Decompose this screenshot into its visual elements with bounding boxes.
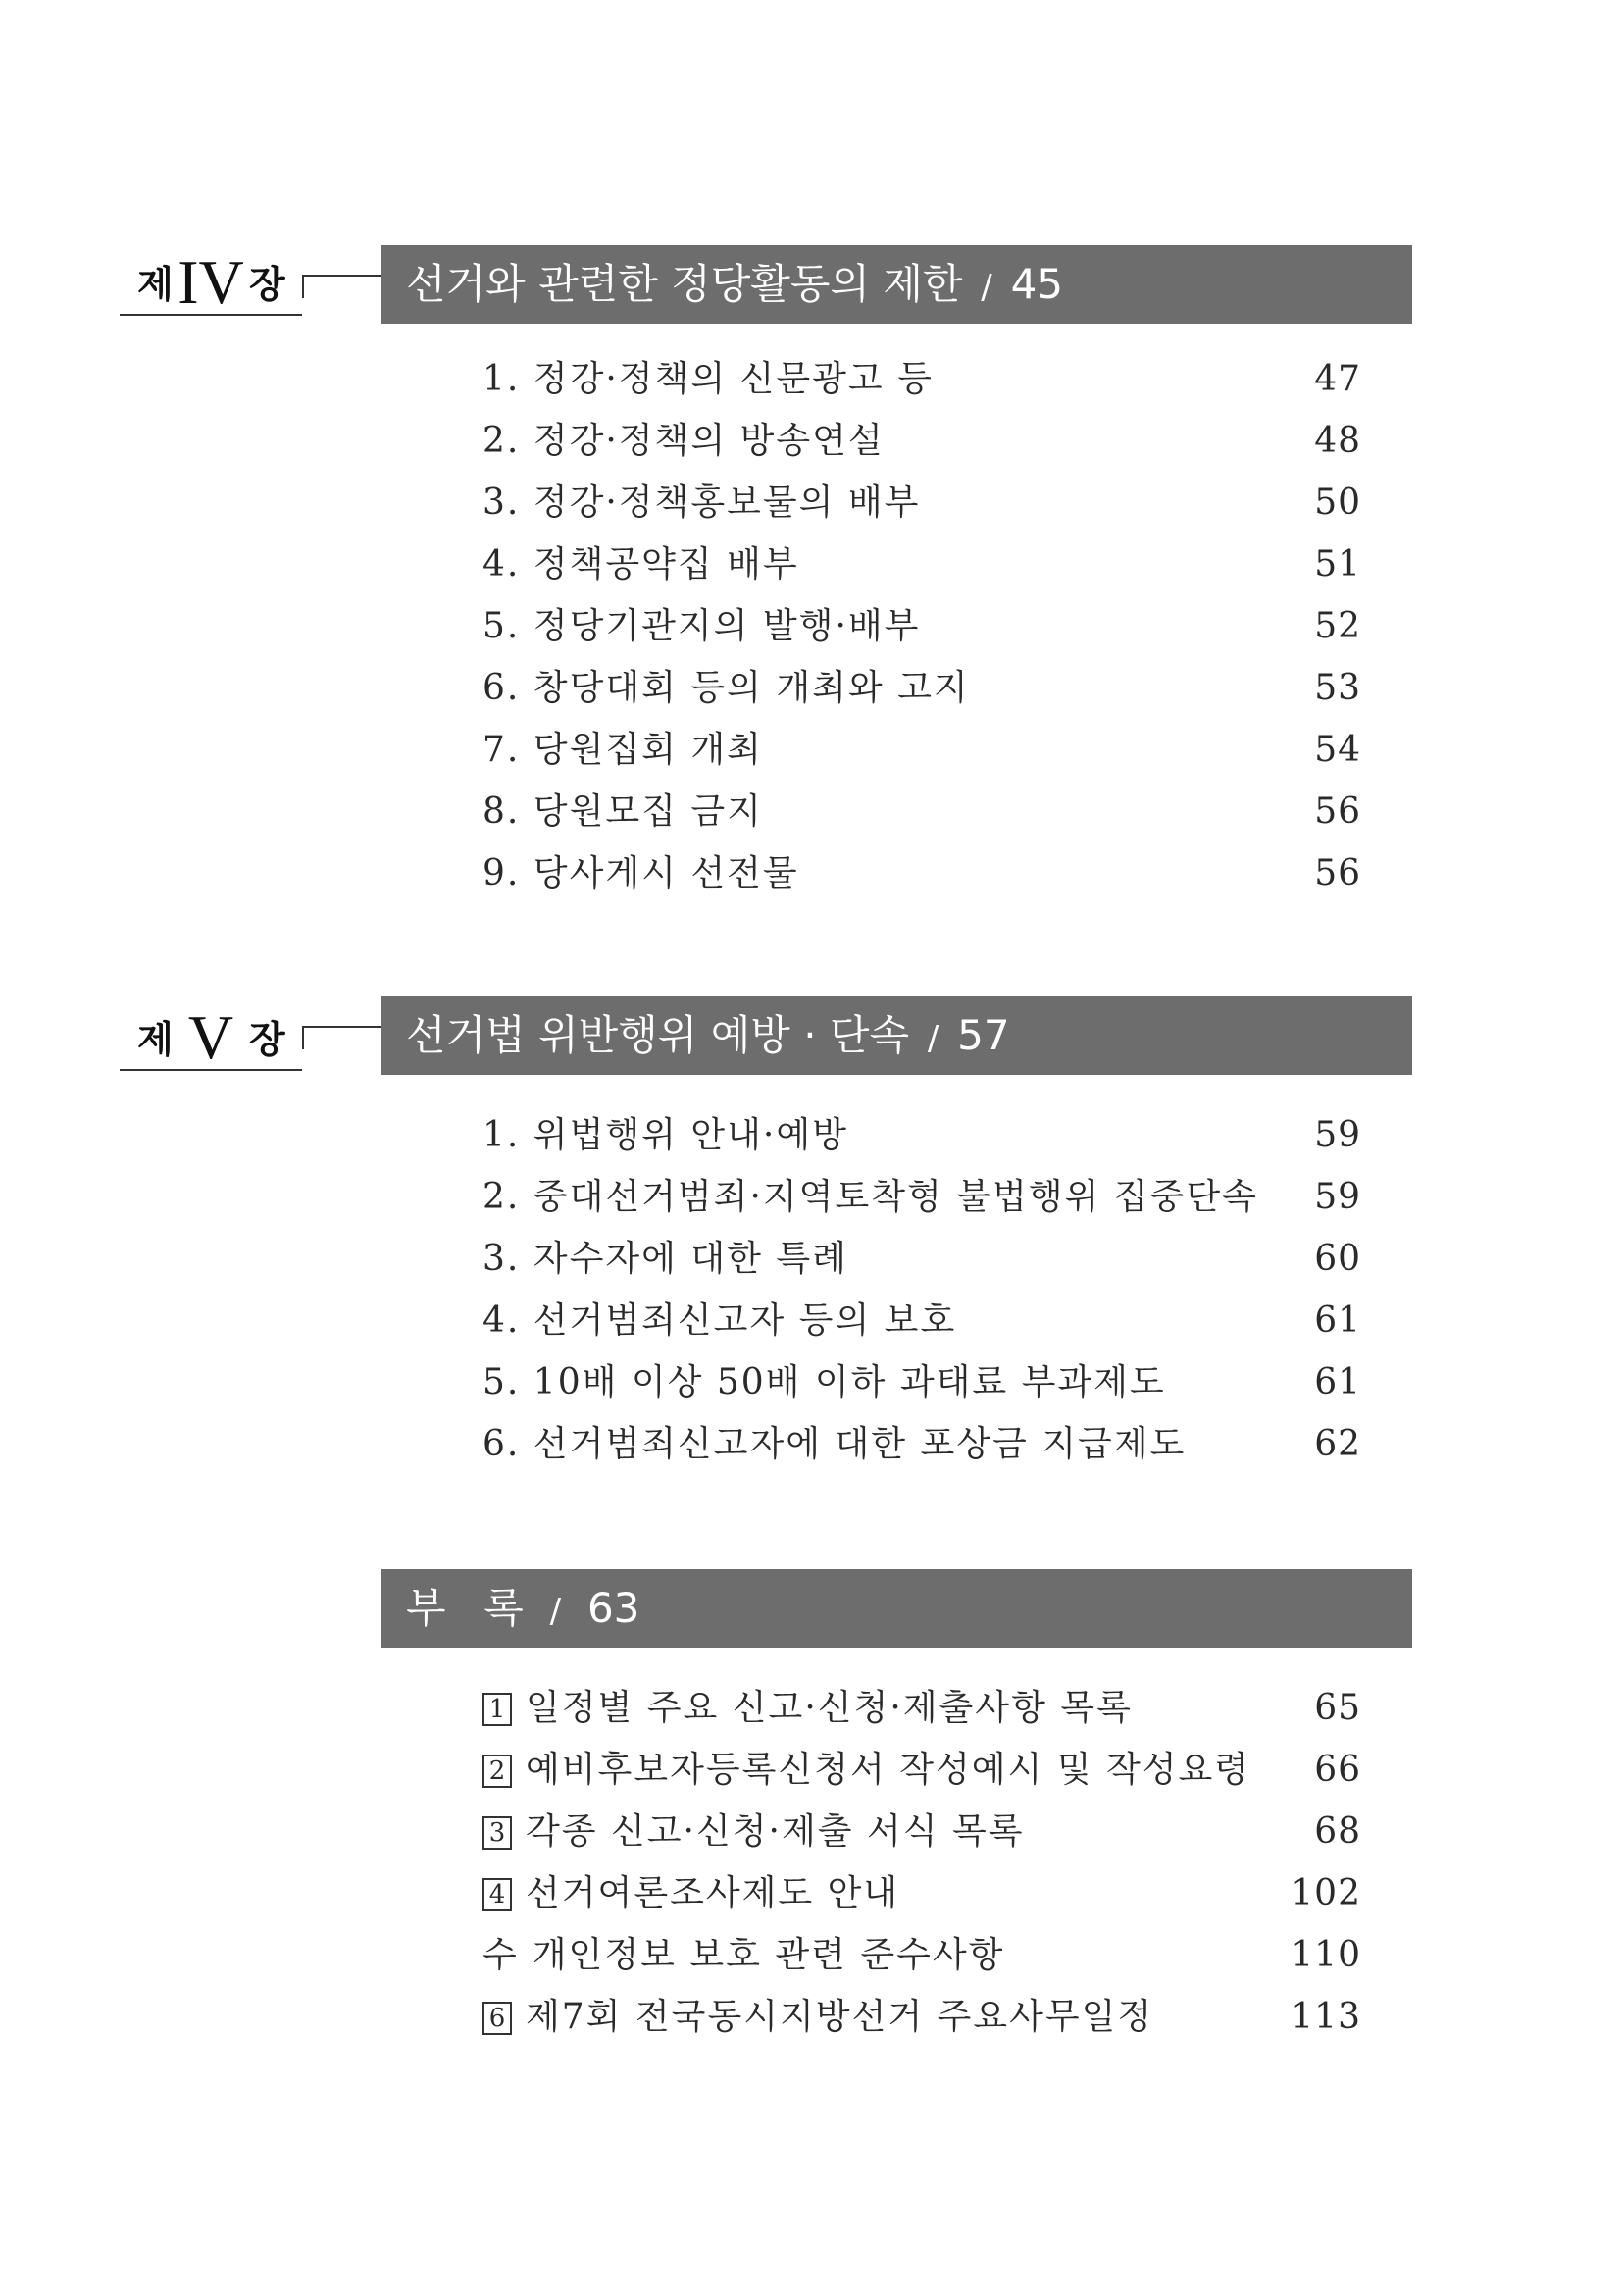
toc-item[interactable]: 3 각종 신고·신청·제출 서식 목록 68 <box>482 1801 1361 1862</box>
toc-item[interactable]: 4 선거여론조사제도 안내 102 <box>482 1862 1361 1924</box>
appendix-header[interactable]: 부 록 / 63 <box>381 1569 1412 1648</box>
chapter-title: 선거와 관련한 정당활동의 제한 <box>406 260 963 308</box>
chapter-4-header[interactable]: 선거와 관련한 정당활동의 제한 / 45 <box>381 245 1412 324</box>
chapter-5-label <box>120 1002 302 1072</box>
toc-item[interactable]: 6. 창당대회 등의 개최와 고지 53 <box>482 668 1361 708</box>
toc-item[interactable]: 4. 선거범죄신고자 등의 보호 61 <box>482 1300 1361 1341</box>
chapter-suffix: 장 <box>249 1017 285 1061</box>
item-number-box: 3 <box>482 1816 512 1850</box>
item-number-box: 1 <box>482 1693 512 1726</box>
appendix-title: 부 록 <box>406 1584 528 1632</box>
item-number-box: 6 <box>482 2002 512 2035</box>
item-marker: 수 <box>482 1935 519 1975</box>
chapter-4-items <box>482 348 1361 904</box>
toc-item[interactable]: 2. 중대선거범죄·지역토착형 불법행위 집중단속 59 <box>482 1177 1361 1217</box>
chapter-4-label <box>120 247 302 317</box>
toc-item[interactable]: 1. 위법행위 안내·예방 59 <box>482 1115 1361 1155</box>
chapter-suffix: 장 <box>249 262 285 306</box>
toc-item[interactable]: 4. 정책공약집 배부 51 <box>482 544 1361 585</box>
toc-item[interactable]: 6. 선거범죄신고자에 대한 포상금 지급제도 62 <box>482 1424 1361 1464</box>
chapter-page: 45 <box>1010 260 1064 308</box>
chapter-prefix: 제 <box>137 262 174 306</box>
toc-item[interactable]: 5. 정당기관지의 발행·배부 52 <box>482 606 1361 646</box>
toc-item[interactable]: 9. 당사게시 선전물 56 <box>482 853 1361 893</box>
toc-item[interactable]: 3. 자수자에 대한 특례 60 <box>482 1239 1361 1279</box>
chapter-5-items <box>482 1104 1361 1475</box>
toc-item[interactable]: 2 예비후보자등록신청서 작성예시 및 작성요령 66 <box>482 1739 1361 1801</box>
toc-item[interactable]: 7. 당원집회 개최 54 <box>482 730 1361 770</box>
toc-item[interactable]: 3. 정강·정책홍보물의 배부 50 <box>482 483 1361 523</box>
item-number-box: 2 <box>482 1755 512 1788</box>
toc-item[interactable]: 1 일정별 주요 신고·신청·제출사항 목록 65 <box>482 1677 1361 1739</box>
toc-item[interactable]: 2. 정강·정책의 방송연설 48 <box>482 421 1361 461</box>
toc-item[interactable]: 6 제7회 전국동시지방선거 주요사무일정 113 <box>482 1986 1361 2048</box>
chapter-numeral: V <box>187 1002 234 1072</box>
chapter-numeral: IV <box>178 247 244 317</box>
toc-item[interactable]: 수 개인정보 보호 관련 준수사항 110 <box>482 1935 1361 1975</box>
appendix-page: 63 <box>586 1584 640 1632</box>
appendix-items <box>482 1677 1361 2048</box>
toc-item[interactable]: 5. 10배 이상 50배 이하 과태료 부과제도 61 <box>482 1362 1361 1402</box>
chapter-5-connector <box>302 1026 381 1049</box>
item-number-box: 4 <box>482 1878 512 1911</box>
chapter-prefix: 제 <box>137 1017 174 1061</box>
toc-item[interactable]: 1. 정강·정책의 신문광고 등 47 <box>482 359 1361 399</box>
chapter-title: 선거법 위반행위 예방 · 단속 <box>406 1011 910 1059</box>
toc-item[interactable]: 8. 당원모집 금지 56 <box>482 791 1361 832</box>
chapter-4-connector <box>302 275 381 298</box>
chapter-page: 57 <box>957 1011 1010 1059</box>
chapter-5-header[interactable]: 선거법 위반행위 예방 · 단속 / 57 <box>381 996 1412 1075</box>
